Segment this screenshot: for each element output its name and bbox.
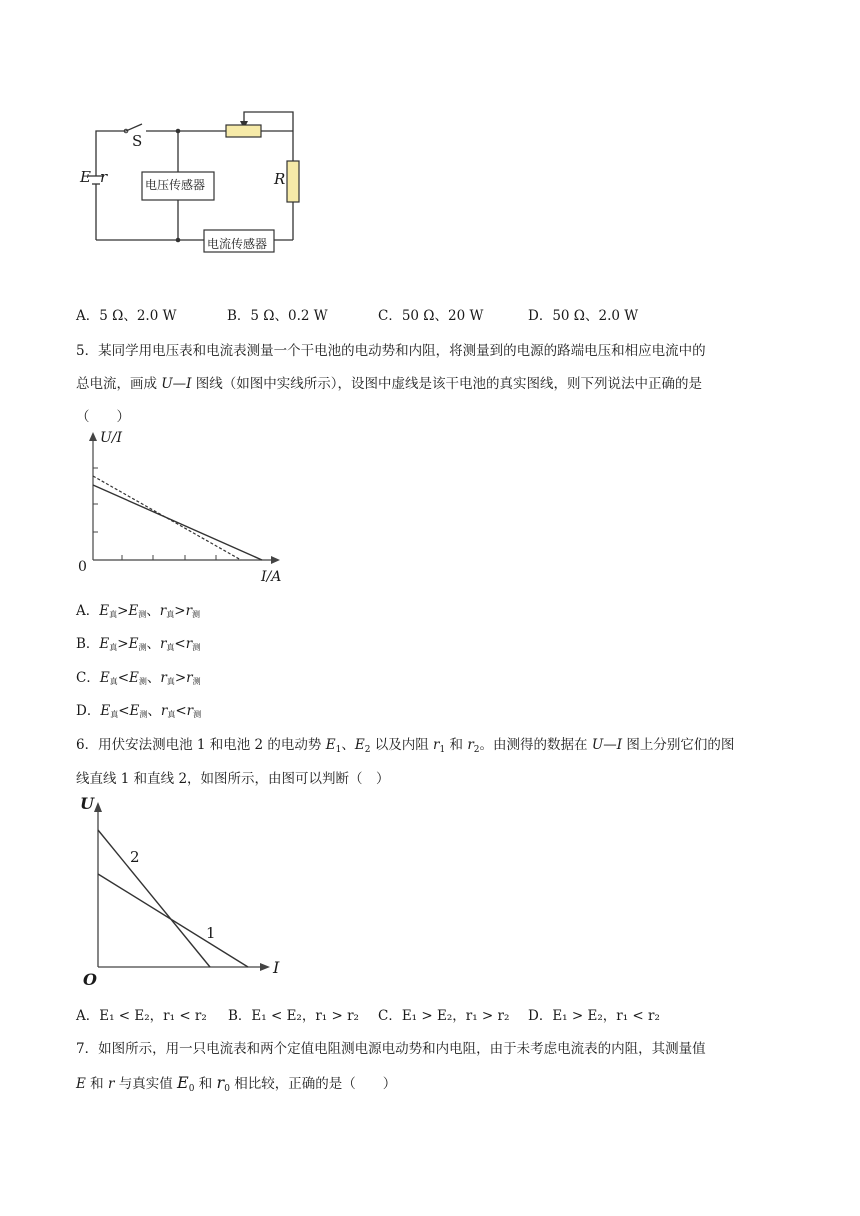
q4-option-a: A．5 Ω、2.0 W — [76, 308, 177, 324]
q6-line1-label: 1 — [206, 924, 216, 942]
q6-option-b: B．E₁ < E₂，r₁ > r₂ — [228, 1008, 359, 1024]
q4-option-d: D．50 Ω、2.0 W — [528, 308, 639, 324]
voltage-sensor-label: 电压传感器 — [145, 178, 206, 192]
q6-question-line1: 6．用伏安法测电池 1 和电池 2 的电动势 $E_1$、$E_2$ 以及内阻 $r_1$ 和 $r_2$。由测得的数据在 U—I 图上分别它们的图 — [76, 737, 735, 755]
q5-origin-label: 0 — [78, 559, 87, 575]
q5-option-a: A．$E_真>E_测$、$r_真>r_测$ — [76, 603, 201, 619]
current-sensor-label: 电流传感器 — [207, 237, 268, 251]
q5-x-axis-label: I/A — [261, 569, 282, 585]
q6-line2-label: 2 — [130, 848, 140, 866]
resistor-label: R — [274, 170, 286, 188]
q7-question-line2: E 和 r 与真实值 $E_0$ 和 $r_0$ 相比较，正确的是（ ） — [76, 1073, 397, 1094]
q4-option-c: C．50 Ω、20 W — [378, 308, 484, 324]
q4-option-b: B．5 Ω、0.2 W — [227, 308, 328, 324]
q5-option-d: D．$E_真<E_测$、$r_真<r_测$ — [76, 703, 202, 719]
q6-option-d: D．E₁ > E₂，r₁ < r₂ — [528, 1008, 660, 1024]
q6-y-axis-label: U — [80, 794, 94, 813]
emf-label: E — [80, 168, 91, 186]
q5-option-b: B．$E_真>E_测$、$r_真<r_测$ — [76, 636, 201, 652]
q6-line-2 — [98, 830, 210, 967]
q6-line-1 — [98, 874, 248, 967]
q5-option-c: C．$E_真<E_测$、$r_真>r_测$ — [76, 670, 201, 686]
q6-question-line2: 线直线 1 和直线 2，如图所示，由图可以判断（ ） — [76, 771, 390, 787]
q6-origin-label: O — [83, 970, 97, 989]
q5-answer-paren: （ ） — [76, 409, 130, 425]
q5-question-line2: 总电流，画成 U—I 图线（如图中实线所示），设图中虚线是该干电池的真实图线，则下列说法中正确的是 — [76, 376, 703, 392]
q6-x-axis-label: I — [273, 958, 280, 977]
switch-label: S — [132, 132, 143, 150]
q6-options — [0, 1004, 860, 1024]
q6-ui-graph — [80, 790, 280, 990]
internal-r-label: r — [100, 168, 108, 186]
q6-option-a: A．E₁ < E₂，r₁ < r₂ — [76, 1008, 207, 1024]
q5-y-axis-label: U/I — [100, 430, 123, 446]
q6-option-c: C．E₁ > E₂，r₁ > r₂ — [378, 1008, 510, 1024]
q7-question-line1: 7．如图所示，用一只电流表和两个定值电阻测电源电动势和内电阻，由于未考虑电流表的内阻，其测量值 — [76, 1041, 706, 1057]
q5-ui-graph — [70, 428, 290, 588]
q5-measured-line — [93, 485, 262, 560]
q4-options — [0, 304, 860, 324]
q5-true-line — [93, 476, 241, 560]
q5-question-line1: 5．某同学用电压表和电流表测量一个干电池的电动势和内阻，将测量到的电源的路端电压和相应电流中的 — [76, 343, 706, 359]
